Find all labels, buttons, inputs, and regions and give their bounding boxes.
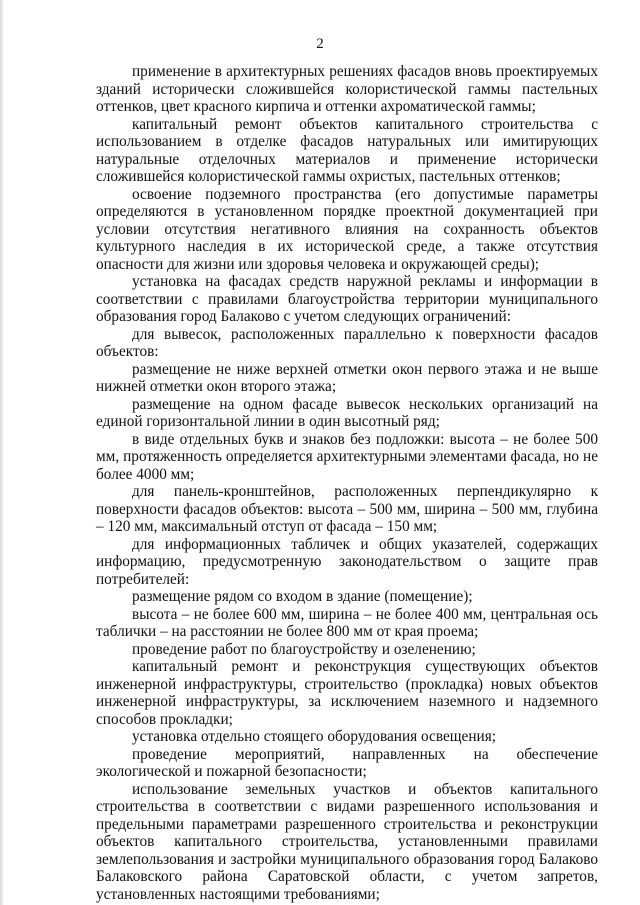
paragraph: капитальный ремонт и реконструкция существующих объектов инженерной инфраструктуры, строительство (прокладка) новых объектов инженерной инфраструктуры, за исключением наземного и надземного способов прокладки; [96,658,598,728]
paragraph: освоение подземного пространства (его допустимые параметры определяются в установленном порядке проектной документацией при условии отсутствия негативного влияния на сохранность объектов культурного наследия в их исторической среде, а также отсутствия опасности для жизни или здоровья человека и окружающей среды); [96,185,598,273]
paragraph: для вывесок, расположенных параллельно к поверхности фасадов объектов: [96,325,598,360]
paragraph: высота – не более 600 мм, ширина – не более 400 мм, центральная ось таблички – на расстоянии не более 800 мм от края проема; [96,605,598,640]
paragraph: размещение не ниже верхней отметки окон первого этажа и не выше нижней отметки окон второго этажа; [96,360,598,395]
paragraph: размещение на одном фасаде вывесок нескольких организаций на единой горизонтальной линии в один высотный ряд; [96,395,598,430]
paragraph: проведение работ по благоустройству и озеленению; [132,640,476,658]
paragraph: применение в архитектурных решениях фасадов вновь проектируемых зданий исторически сложившейся колористической гаммы пастельных оттенков, цвет красного кирпича и оттенки ахроматической гаммы; [96,63,598,115]
paragraph: в виде отдельных букв и знаков без подложки: высота – не более 500 мм, протяженность определяется архитектурными элементами фасада, но не более 4000 мм; [96,430,598,483]
paragraph: капитальный ремонт объектов капитального строительства с использованием в отделке фасадов натуральных или имитирующих натуральные отделочных материалов и применение исторически сложившейся колористической гаммы охристых, пастельных оттенков; [96,115,598,185]
paragraph: для панель-кронштейнов, расположенных перпендикулярно к поверхности фасадов объектов: высота – 500 мм, ширина – 500 мм, глубина – 120 мм, максимальный отступ от фасада – 150 мм; [96,483,598,535]
paragraph: для информационных табличек и общих указателей, содержащих информацию, предусмотренную законодательством о защите прав потребителей: [96,535,598,588]
paragraph: проведение мероприятий, направленных на обеспечение экологической и пожарной безопасности; [96,745,598,780]
paragraph: размещение рядом со входом в здание (помещение); [132,588,473,605]
paragraph: установка на фасадах средств наружной рекламы и информации в соответствии с правилами благоустройства территории муниципального образования город Балаково с учетом следующих ограничений: [96,273,598,325]
page-edge-shadow [0,0,4,905]
page-number: 2 [316,36,324,52]
paragraph: установка отдельно стоящего оборудования освещения; [132,728,496,745]
document-body [96,63,598,903]
paragraph: использование земельных участков и объектов капитального строительства в соответствии с видами разрешенного использования и предельными параметрами разрешенного строительства и реконструкции объектов капитального строительства, установленными правилами землепользования и застройки муниципального образования город Балаково Балаковского района Саратовской области, с учетом запретов, установленных настоящими требованиями; [96,780,598,903]
